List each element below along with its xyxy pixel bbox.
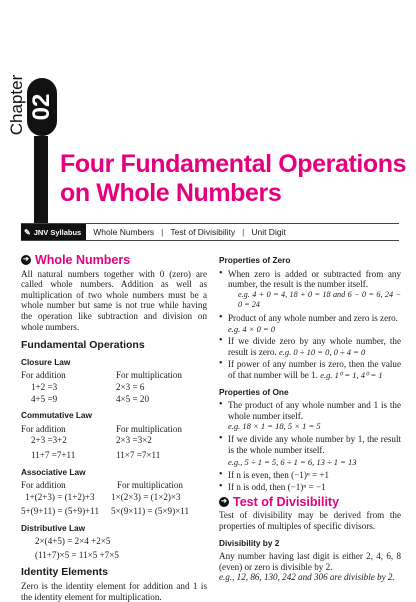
divisibility-by-2-heading: Divisibility by 2 bbox=[219, 537, 280, 548]
left-column bbox=[21, 255, 207, 602]
associative-left-eq-2: 5+(9+11) = (5+9)+11 bbox=[21, 506, 100, 517]
closure-right-eq-2: 4×5 = 20 bbox=[116, 393, 149, 404]
closure-law-table bbox=[21, 370, 207, 404]
chapter-number-badge bbox=[27, 78, 57, 136]
divisibility-by-2-body: Any number having last digit is either 2, 4, 6, 8 (even) or zero is divisible by 2. bbox=[219, 551, 401, 572]
list-item bbox=[219, 359, 401, 380]
section-arrow-icon: ➔ bbox=[219, 497, 229, 507]
chapter-rule bbox=[34, 136, 48, 226]
commutative-left-eq-1: 2+3 =3+2 bbox=[31, 435, 67, 446]
syllabus-badge bbox=[21, 224, 86, 240]
whole-numbers-heading-text: Whole Numbers bbox=[35, 253, 131, 267]
closure-right-label: For multiplication bbox=[116, 370, 182, 381]
syllabus-item-test-of-divisibility: Test of Divisibility bbox=[170, 227, 236, 237]
syllabus-separator: | bbox=[242, 227, 245, 237]
whole-numbers-body: All natural numbers together with 0 (zero) are called whole numbers. Addition as well as multiplication of two whole numbers must be a whole number but same is not true while having the operation like subtraction and division on whole numbers. bbox=[21, 268, 207, 332]
commutative-right-eq-1: 2×3 =3×2 bbox=[116, 435, 152, 446]
commutative-right-eq-2: 11×7 =7×11 bbox=[116, 449, 161, 460]
list-item bbox=[219, 269, 401, 311]
syllabus-badge-label: JNV Syllabus bbox=[33, 227, 82, 237]
syllabus-icon: ✎ bbox=[24, 227, 31, 237]
list-item bbox=[219, 470, 401, 481]
test-of-divisibility-heading-text: Test of Divisibility bbox=[233, 494, 340, 509]
syllabus-item-unit-digit: Unit Digit bbox=[251, 227, 286, 237]
properties-of-zero-list bbox=[219, 269, 401, 381]
whole-numbers-heading bbox=[21, 255, 207, 266]
zero-property-2: Product of any whole number and zero is zero. bbox=[228, 312, 398, 323]
commutative-left-eq-2: 11+7 =7+11 bbox=[31, 449, 76, 460]
section-arrow-icon: ➔ bbox=[21, 255, 31, 265]
list-item bbox=[219, 400, 401, 432]
identity-elements-heading: Identity Elements bbox=[21, 565, 108, 578]
associative-left-eq-1: 1+(2+3) = (1+2)+3 bbox=[25, 491, 95, 502]
syllabus-bar bbox=[21, 223, 399, 241]
properties-of-one-list bbox=[219, 400, 401, 493]
closure-law-heading: Closure Law bbox=[21, 356, 71, 367]
distributive-law-heading: Distributive Law bbox=[21, 522, 86, 533]
zero-property-1: When zero is added or subtracted from any number, the result is the number itself. bbox=[228, 268, 401, 290]
right-column bbox=[219, 255, 401, 583]
properties-of-zero-heading: Properties of Zero bbox=[219, 255, 291, 265]
zero-example-1: e.g. 4 + 0 = 4, 18 + 0 = 18 and 6 − 0 = 6, 24 − 0 = 24 bbox=[238, 289, 401, 310]
one-property-4: If n is odd, then (−1)ⁿ = −1 bbox=[228, 482, 326, 493]
associative-right-eq-2: 5×(9×11) = (5×9)×11 bbox=[111, 506, 190, 517]
one-example-2: e.g., 5 ÷ 1 = 5, 6 ÷ 1 = 6, 13 ÷ 1 = 13 bbox=[228, 457, 357, 468]
associative-left-label: For addition bbox=[21, 480, 66, 491]
commutative-right-label: For multiplication bbox=[116, 423, 182, 434]
one-property-1: The product of any whole number and 1 is the whole number itself. bbox=[228, 400, 401, 421]
distributive-eq-1: 2×(4+5) = 2×4 +2×5 bbox=[35, 536, 111, 547]
closure-left-eq-2: 4+5 =9 bbox=[31, 393, 58, 404]
chapter-label bbox=[6, 70, 28, 140]
one-property-2: If we divide any whole number by 1, the result is the whole number itself. bbox=[228, 433, 401, 455]
zero-property-3: If we divide zero by any whole number, the result is zero. bbox=[228, 336, 401, 357]
distributive-eq-2: (11+7)×5 = 11×5 +7×5 bbox=[35, 550, 119, 561]
associative-law-heading: Associative Law bbox=[21, 466, 86, 477]
closure-left-eq-1: 1+2 =3 bbox=[31, 381, 58, 392]
properties-of-one-heading: Properties of One bbox=[219, 386, 289, 397]
divisibility-by-2-example: e.g., 12, 86, 130, 242 and 306 are divisible by 2. bbox=[219, 572, 395, 583]
chapter-title bbox=[60, 150, 406, 208]
identity-elements-body: Zero is the identity element for addition and 1 is the identity element for multiplication. bbox=[21, 581, 207, 602]
associative-right-label: For multiplication bbox=[117, 480, 183, 491]
closure-right-eq-1: 2×3 = 6 bbox=[116, 381, 145, 392]
syllabus-separator: | bbox=[161, 227, 164, 237]
zero-property-4: If power of any number is zero, then the value of that number will be 1. bbox=[228, 359, 401, 380]
test-of-divisibility-heading bbox=[219, 494, 401, 509]
closure-left-label: For addition bbox=[21, 370, 66, 381]
chapter-title-line-2: on Whole Numbers bbox=[60, 179, 282, 207]
chapter-number-text: 02 bbox=[28, 93, 55, 121]
associative-right-eq-1: 1×(2×3) = (1×2)×3 bbox=[111, 491, 181, 502]
chapter-title-line-1: Four Fundamental Operations bbox=[60, 150, 407, 178]
associative-law-table bbox=[21, 480, 207, 517]
zero-example-3: e.g. 0 ÷ 10 = 0, 0 ÷ 4 = 0 bbox=[279, 346, 366, 357]
fundamental-operations-heading: Fundamental Operations bbox=[21, 339, 145, 352]
syllabus-item-whole-numbers: Whole Numbers bbox=[93, 227, 155, 237]
commutative-left-label: For addition bbox=[21, 423, 66, 434]
chapter-label-text: Chapter bbox=[7, 74, 26, 136]
list-item bbox=[219, 434, 401, 468]
list-item bbox=[219, 482, 401, 493]
one-example-1: e.g. 18 × 1 = 18, 5 × 1 = 5 bbox=[228, 421, 321, 432]
zero-example-2: e.g. 4 × 0 = 0 bbox=[228, 323, 276, 334]
commutative-law-heading: Commutative Law bbox=[21, 410, 92, 421]
one-property-3: If n is even, then (−1)ⁿ = +1 bbox=[228, 469, 330, 480]
list-item bbox=[219, 313, 401, 334]
commutative-law-table bbox=[21, 424, 207, 461]
list-item bbox=[219, 336, 401, 357]
divisibility-body: Test of divisibility may be derived from the properties of multiples of specific divisors. bbox=[219, 510, 401, 532]
zero-example-4: e.g. 1⁰ = 1, 4⁰ = 1 bbox=[320, 369, 383, 380]
